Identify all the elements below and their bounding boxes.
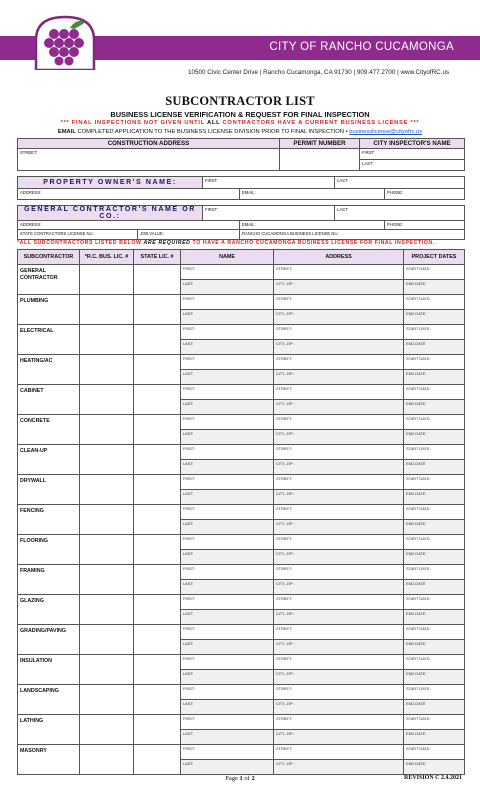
state-license-field[interactable] — [134, 325, 181, 355]
state-license-field[interactable] — [134, 355, 181, 385]
state-license-field[interactable] — [134, 445, 181, 475]
start-date-field[interactable]: START DATE: — [404, 715, 465, 730]
rc-license-field[interactable] — [80, 355, 134, 385]
rc-license-field[interactable] — [80, 445, 134, 475]
street-field[interactable]: STREET: — [274, 265, 404, 280]
first-name-field[interactable]: FIRST: — [181, 385, 274, 400]
city-zip-field[interactable]: CITY, ZIP: — [274, 490, 404, 505]
end-date-field[interactable]: END DATE: — [404, 550, 465, 565]
street-field[interactable]: STREET: — [274, 535, 404, 550]
warning-part2: CONTRACTORS HAVE A CURRENT BUSINESS LICENSE *** — [220, 120, 420, 126]
final-inspection-warning — [0, 120, 480, 126]
trade-label: LANDSCAPING — [18, 685, 80, 715]
start-date-field[interactable]: START DATE: — [404, 505, 465, 520]
state-license-field[interactable] — [134, 505, 181, 535]
end-date-field[interactable]: END DATE: — [404, 700, 465, 715]
first-name-field[interactable]: FIRST: — [181, 415, 274, 430]
permit-number-field[interactable] — [280, 149, 360, 171]
table-row — [18, 415, 465, 430]
email-instructions — [0, 129, 480, 135]
table-row — [18, 745, 465, 760]
city-zip-field[interactable]: CITY, ZIP: — [274, 550, 404, 565]
street-field[interactable]: STREET: — [274, 325, 404, 340]
state-license-field[interactable] — [134, 715, 181, 745]
start-date-field[interactable]: START DATE: — [404, 625, 465, 640]
start-date-field[interactable]: START DATE: — [404, 565, 465, 580]
end-date-field[interactable]: END DATE: — [404, 400, 465, 415]
last-name-field[interactable]: LAST: — [181, 700, 274, 715]
city-zip-field[interactable]: CITY, ZIP: — [274, 340, 404, 355]
first-name-field[interactable]: FIRST: — [181, 475, 274, 490]
start-date-field[interactable]: START DATE: — [404, 475, 465, 490]
construction-address-header: CONSTRUCTION ADDRESS — [18, 139, 280, 149]
city-zip-field[interactable]: CITY, ZIP: — [274, 280, 404, 295]
gc-name-header: GENERAL CONTRACTOR'S NAME OR CO.: — [18, 206, 203, 221]
city-zip-field[interactable]: CITY, ZIP: — [274, 430, 404, 445]
end-date-field[interactable]: END DATE: — [404, 610, 465, 625]
street-field[interactable]: STREET: — [274, 655, 404, 670]
last-name-field[interactable]: LAST: — [181, 640, 274, 655]
rc-license-field[interactable] — [80, 325, 134, 355]
page-mid: of — [242, 775, 252, 782]
street-field[interactable]: STREET: — [274, 565, 404, 580]
first-name-field[interactable]: FIRST: — [181, 265, 274, 280]
gc-rc-license-field[interactable]: RANCHO CUCAMONGA BUSINESS LICENSE No.: — [240, 230, 465, 240]
state-license-field[interactable] — [134, 475, 181, 505]
last-name-field[interactable]: LAST: — [181, 580, 274, 595]
last-name-field[interactable]: LAST: — [181, 730, 274, 745]
table-row — [18, 445, 465, 460]
first-name-field[interactable]: FIRST: — [181, 325, 274, 340]
owner-phone-field[interactable]: PHONE: — [385, 189, 465, 200]
owner-name-header: PROPERTY OWNER'S NAME: — [18, 177, 203, 189]
page-total: 2 — [251, 775, 255, 782]
first-name-field[interactable]: FIRST: — [181, 445, 274, 460]
street-field[interactable]: STREET: — [274, 295, 404, 310]
owner-address-field[interactable]: ADDRESS: — [18, 189, 240, 200]
city-name: CITY OF RANCHO CUCAMONGA — [269, 41, 454, 53]
state-license-field[interactable] — [134, 685, 181, 715]
column-header: PROJECT DATES — [404, 250, 465, 265]
subcontractor-table — [17, 249, 465, 775]
owner-last-field[interactable]: LAST: — [335, 177, 465, 189]
city-zip-field[interactable]: CITY, ZIP: — [274, 670, 404, 685]
street-field[interactable]: STREET: — [274, 595, 404, 610]
table-row — [18, 475, 465, 490]
city-zip-field[interactable]: CITY, ZIP: — [274, 400, 404, 415]
permit-number-header: PERMIT NUMBER — [280, 139, 360, 149]
last-name-field[interactable]: LAST: — [181, 400, 274, 415]
end-date-field[interactable]: END DATE: — [404, 340, 465, 355]
trade-label: GLAZING — [18, 595, 80, 625]
trade-label: FLOORING — [18, 535, 80, 565]
warning-all: ALL — [206, 120, 221, 126]
gc-email-field[interactable]: EMAIL: — [240, 221, 385, 230]
last-name-field[interactable]: LAST: — [181, 340, 274, 355]
last-name-field[interactable]: LAST: — [181, 760, 274, 775]
sub-warning-p2: ARE REQUIRED — [143, 240, 191, 246]
city-zip-field[interactable]: CITY, ZIP: — [274, 310, 404, 325]
state-license-field[interactable] — [134, 265, 181, 295]
rc-license-field[interactable] — [80, 625, 134, 655]
table-row — [18, 535, 465, 550]
table-row — [18, 355, 465, 370]
column-header: STATE LIC. # — [134, 250, 181, 265]
first-name-field[interactable]: FIRST: — [181, 295, 274, 310]
trade-label: CABINET — [18, 385, 80, 415]
owner-table — [17, 176, 465, 200]
trade-label: ELECTRICAL — [18, 325, 80, 355]
city-zip-field[interactable]: CITY, ZIP: — [274, 700, 404, 715]
state-license-field[interactable] — [134, 385, 181, 415]
street-field[interactable]: STREET: — [274, 475, 404, 490]
city-zip-field[interactable]: CITY, ZIP: — [274, 610, 404, 625]
owner-first-field[interactable]: FIRST: — [203, 177, 335, 189]
first-name-field[interactable]: FIRST: — [181, 715, 274, 730]
last-name-field[interactable]: LAST: — [181, 670, 274, 685]
start-date-field[interactable]: START DATE: — [404, 325, 465, 340]
revision-label: REVISION C 2.4.2021 — [403, 775, 462, 781]
start-date-field[interactable]: START DATE: — [404, 295, 465, 310]
state-license-field[interactable] — [134, 745, 181, 775]
table-row — [18, 565, 465, 580]
grapes-logo-icon — [30, 14, 100, 70]
column-header: *R.C. BUS. LIC. # — [80, 250, 134, 265]
trade-label: CONCRETE — [18, 415, 80, 445]
table-row — [18, 505, 465, 520]
page-num: 1 — [239, 775, 243, 782]
sub-warning-p1: *ALL SUBCONTRACTORS LISTED BELOW — [17, 240, 144, 246]
last-name-field[interactable]: LAST: — [181, 460, 274, 475]
trade-label: DRYWALL — [18, 475, 80, 505]
street-field[interactable]: STREET: — [274, 385, 404, 400]
city-zip-field[interactable]: CITY, ZIP: — [274, 520, 404, 535]
rc-license-field[interactable] — [80, 505, 134, 535]
street-field[interactable]: STREET: — [274, 415, 404, 430]
state-license-field[interactable] — [134, 595, 181, 625]
first-name-field[interactable]: FIRST: — [181, 655, 274, 670]
first-name-field[interactable]: FIRST: — [181, 625, 274, 640]
first-name-field[interactable]: FIRST: — [181, 505, 274, 520]
trade-label: GENERAL CONTRACTOR — [18, 265, 80, 295]
state-license-field[interactable] — [134, 295, 181, 325]
start-date-field[interactable]: START DATE: — [404, 445, 465, 460]
last-name-field[interactable]: LAST: — [181, 550, 274, 565]
last-name-field[interactable]: LAST: — [181, 490, 274, 505]
rc-license-field[interactable] — [80, 475, 134, 505]
gc-job-value-field[interactable]: JOB VALUE: — [138, 230, 240, 240]
end-date-field[interactable]: END DATE: — [404, 370, 465, 385]
email-bold: EMAIL — [57, 129, 76, 135]
trade-label: CLEAN-UP — [18, 445, 80, 475]
gc-phone-field[interactable]: PHONE: — [385, 221, 465, 230]
street-field[interactable]: STREET: — [274, 745, 404, 760]
last-name-field[interactable]: LAST: — [181, 310, 274, 325]
rc-license-field[interactable] — [80, 715, 134, 745]
start-date-field[interactable]: START DATE: — [404, 745, 465, 760]
first-name-field[interactable]: FIRST: — [181, 745, 274, 760]
street-field[interactable]: STREET: — [274, 505, 404, 520]
table-row — [18, 625, 465, 640]
start-date-field[interactable]: START DATE: — [404, 385, 465, 400]
page-prefix: Page — [225, 775, 240, 782]
email-link[interactable]: businesslicense@cityofrc.us — [349, 129, 423, 135]
end-date-field[interactable]: END DATE: — [404, 640, 465, 655]
state-license-field[interactable] — [134, 535, 181, 565]
rc-license-field[interactable] — [80, 655, 134, 685]
rc-license-field[interactable] — [80, 595, 134, 625]
trade-label: GRADING/PAVING — [18, 625, 80, 655]
page-subtitle: BUSINESS LICENSE VERIFICATION & REQUEST FOR FINAL INSPECTION — [110, 110, 370, 119]
end-date-field[interactable]: END DATE: — [404, 280, 465, 295]
city-zip-field[interactable]: CITY, ZIP: — [274, 460, 404, 475]
first-name-field[interactable]: FIRST: — [181, 565, 274, 580]
end-date-field[interactable]: END DATE: — [404, 430, 465, 445]
rc-license-field[interactable] — [80, 535, 134, 565]
end-date-field[interactable]: END DATE: — [404, 490, 465, 505]
gc-first-field[interactable]: FIRST: — [203, 206, 335, 221]
start-date-field[interactable]: START DATE: — [404, 415, 465, 430]
inspector-name-header: CITY INSPECTOR'S NAME — [360, 139, 465, 149]
city-zip-field[interactable]: CITY, ZIP: — [274, 370, 404, 385]
table-row — [18, 325, 465, 340]
table-row — [18, 595, 465, 610]
city-zip-field[interactable]: CITY, ZIP: — [274, 580, 404, 595]
start-date-field[interactable]: START DATE: — [404, 685, 465, 700]
first-name-field[interactable]: FIRST: — [181, 355, 274, 370]
gc-last-field[interactable]: LAST: — [335, 206, 465, 221]
column-header: SUBCONTRACTOR — [18, 250, 80, 265]
state-license-field[interactable] — [134, 565, 181, 595]
construction-street-field[interactable]: STREET: — [18, 149, 280, 171]
inspector-last-field[interactable]: LAST: — [360, 160, 465, 171]
city-zip-field[interactable]: CITY, ZIP: — [274, 760, 404, 775]
trade-label: INSULATION — [18, 655, 80, 685]
city-address: 10500 Civic Center Drive | Rancho Cucamonga, CA 91730 | 909.477.2700 | www.CityofRC.us — [188, 69, 450, 76]
column-header: ADDRESS — [274, 250, 404, 265]
rc-license-field[interactable] — [80, 565, 134, 595]
rc-license-field[interactable] — [80, 745, 134, 775]
trade-label: LATHING — [18, 715, 80, 745]
table-row — [18, 295, 465, 310]
start-date-field[interactable]: START DATE: — [404, 595, 465, 610]
first-name-field[interactable]: FIRST: — [181, 685, 274, 700]
first-name-field[interactable]: FIRST: — [181, 535, 274, 550]
warning-part1: *** FINAL INSPECTIONS NOT GIVEN UNTIL — [60, 120, 207, 126]
last-name-field[interactable]: LAST: — [181, 280, 274, 295]
state-license-field[interactable] — [134, 415, 181, 445]
page-title: SUBCONTRACTOR LIST — [165, 94, 315, 108]
end-date-field[interactable]: END DATE: — [404, 670, 465, 685]
last-name-field[interactable]: LAST: — [181, 370, 274, 385]
street-field[interactable]: STREET: — [274, 355, 404, 370]
end-date-field[interactable]: END DATE: — [404, 580, 465, 595]
trade-label: FRAMING — [18, 565, 80, 595]
sub-warning-p3: TO HAVE A RANCHO CUCAMONGA BUSINESS LICENSE FOR FINAL INSPECTION. — [190, 240, 435, 246]
table-row — [18, 265, 465, 280]
street-field[interactable]: STREET: — [274, 445, 404, 460]
subcontractor-license-warning — [17, 240, 464, 246]
last-name-field[interactable]: LAST: — [181, 610, 274, 625]
inspector-first-field[interactable]: FIRST: — [360, 149, 465, 160]
trade-label: MASONRY — [18, 745, 80, 775]
end-date-field[interactable]: END DATE: — [404, 730, 465, 745]
end-date-field[interactable]: END DATE: — [404, 310, 465, 325]
end-date-field[interactable]: END DATE: — [404, 760, 465, 775]
trade-label: PLUMBING — [18, 295, 80, 325]
owner-email-field[interactable]: EMAIL: — [240, 189, 385, 200]
rc-license-field[interactable] — [80, 295, 134, 325]
table-row — [18, 715, 465, 730]
street-field[interactable]: STREET: — [274, 715, 404, 730]
start-date-field[interactable]: START DATE: — [404, 655, 465, 670]
state-license-field[interactable] — [134, 655, 181, 685]
first-name-field[interactable]: FIRST: — [181, 595, 274, 610]
trade-label: FENCING — [18, 505, 80, 535]
last-name-field[interactable]: LAST: — [181, 430, 274, 445]
trade-label: HEATING/AC — [18, 355, 80, 385]
street-field[interactable]: STREET: — [274, 685, 404, 700]
start-date-field[interactable]: START DATE: — [404, 355, 465, 370]
rc-license-field[interactable] — [80, 385, 134, 415]
rc-license-field[interactable] — [80, 685, 134, 715]
last-name-field[interactable]: LAST: — [181, 520, 274, 535]
rc-license-field[interactable] — [80, 265, 134, 295]
email-text: COMPLETED APPLICATION TO THE BUSINESS LICENSE DIVISION PRIOR TO FINAL INSPECTION • — [75, 129, 350, 135]
start-date-field[interactable]: START DATE: — [404, 265, 465, 280]
construction-table — [17, 138, 465, 171]
start-date-field[interactable]: START DATE: — [404, 535, 465, 550]
column-header: NAME — [181, 250, 274, 265]
rc-license-field[interactable] — [80, 415, 134, 445]
gc-state-license-field[interactable]: STATE CONTRACTORS LICENSE No.: — [18, 230, 138, 240]
gc-address-field[interactable]: ADDRESS: — [18, 221, 240, 230]
city-zip-field[interactable]: CITY, ZIP: — [274, 730, 404, 745]
column-header-row — [18, 250, 465, 265]
table-row — [18, 685, 465, 700]
table-row — [18, 385, 465, 400]
street-field[interactable]: STREET: — [274, 625, 404, 640]
general-contractor-table — [17, 205, 465, 240]
table-row — [18, 655, 465, 670]
city-zip-field[interactable]: CITY, ZIP: — [274, 640, 404, 655]
end-date-field[interactable]: END DATE: — [404, 460, 465, 475]
state-license-field[interactable] — [134, 625, 181, 655]
end-date-field[interactable]: END DATE: — [404, 520, 465, 535]
